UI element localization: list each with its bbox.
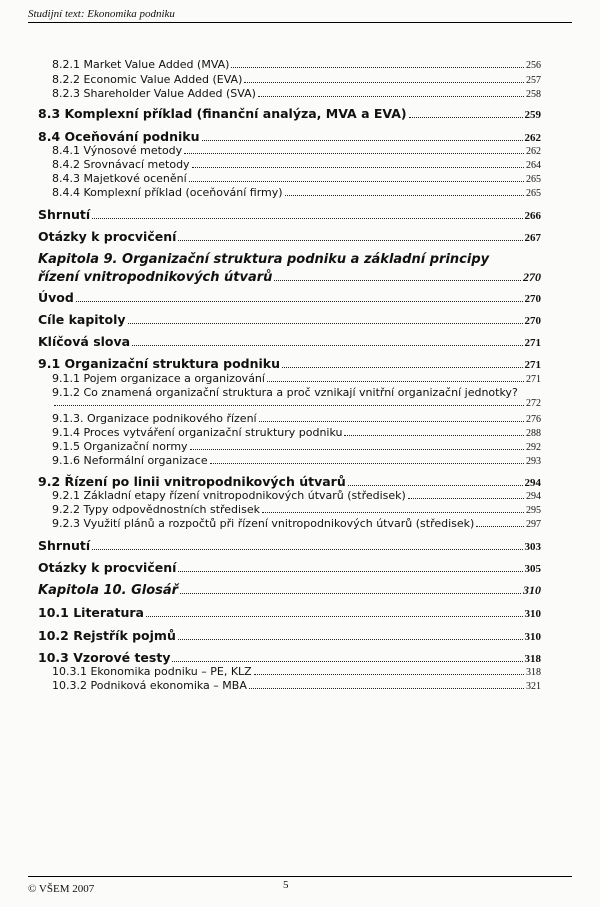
- toc-entry-page: 271: [526, 374, 541, 385]
- page-number: 5: [283, 879, 289, 891]
- toc-entry-page: 294: [524, 477, 541, 489]
- dot-leader: [92, 549, 522, 550]
- toc-entry-page: 270: [524, 293, 541, 305]
- toc-entry-page: 305: [524, 563, 541, 575]
- toc-entry-text: 10.3.2 Podniková ekonomika – MBA: [52, 679, 247, 692]
- toc-entry-text: 8.4.4 Komplexní příklad (oceňování firmy): [52, 186, 283, 199]
- toc-entry-text: řízení vnitropodnikových útvarů: [38, 270, 273, 285]
- toc-entry-8-4[interactable]: [38, 129, 541, 144]
- dot-leader: [172, 661, 522, 662]
- toc-entry-text: 10.3 Vzorové testy: [38, 650, 171, 665]
- dot-leader: [178, 240, 522, 241]
- dot-leader: [476, 526, 524, 527]
- dot-leader: [184, 153, 524, 154]
- toc-entry-text: Shrnutí: [38, 538, 91, 553]
- toc-entry-9-1-4[interactable]: [52, 426, 541, 439]
- toc-entry-text: 9.1.4 Proces vytváření organizační struktury podniku: [52, 426, 343, 439]
- toc-entry-text: 9.1.1 Pojem organizace a organizování: [52, 372, 265, 385]
- toc-entry-9-1[interactable]: [38, 356, 541, 371]
- toc-entry-page: 321: [526, 681, 541, 692]
- toc-entry-text: 8.4.2 Srovnávací metody: [52, 158, 190, 171]
- toc-entry-8-2-3[interactable]: [52, 87, 541, 100]
- toc-entry-text: 9.2.2 Typy odpovědnostních středisek: [52, 503, 260, 516]
- dot-leader: [285, 195, 524, 196]
- dot-leader: [348, 485, 523, 486]
- toc-entry-page: 265: [526, 188, 541, 199]
- toc-entry-page: 293: [526, 456, 541, 467]
- toc-entry-9-2-1[interactable]: [52, 489, 541, 502]
- dot-leader: [180, 593, 521, 594]
- chapter-9-title-line1[interactable]: Kapitola 9. Organizační struktura podniku a základní principy: [38, 252, 490, 267]
- toc-entry-text: 9.1.6 Neformální organizace: [52, 454, 208, 467]
- toc-entry-otazky-8[interactable]: [38, 229, 541, 244]
- toc-entry-9-2[interactable]: [38, 474, 541, 489]
- toc-entry-page: 272: [526, 398, 541, 409]
- toc-entry-page: 318: [524, 653, 541, 665]
- toc-entry-10-2[interactable]: [38, 628, 541, 643]
- toc-entry-page: 303: [524, 541, 541, 553]
- toc-entry-8-4-2[interactable]: [52, 158, 541, 171]
- toc-entry-9-1-1[interactable]: [52, 372, 541, 385]
- toc-entry-page: 266: [524, 210, 541, 222]
- toc-entry-page: 295: [526, 505, 541, 516]
- dot-leader: [190, 449, 524, 450]
- dot-leader: [244, 82, 524, 83]
- dot-leader: [210, 463, 524, 464]
- toc-entry-otazky-9[interactable]: [38, 560, 541, 575]
- toc-entry-8-3[interactable]: [38, 106, 541, 121]
- toc-entry-page: 259: [524, 109, 541, 121]
- dot-leader: [258, 96, 524, 97]
- toc-entry-page: 318: [526, 667, 541, 678]
- toc-entry-page: 297: [526, 519, 541, 530]
- toc-entry-page: 294: [526, 491, 541, 502]
- toc-entry-8-2-2[interactable]: [52, 73, 541, 86]
- toc-entry-text: 8.3 Komplexní příklad (finanční analýza, MVA a EVA): [38, 106, 407, 121]
- toc-entry-page: 258: [526, 89, 541, 100]
- dot-leader: [262, 512, 524, 513]
- toc-entry-text: 8.4.1 Výnosové metody: [52, 144, 183, 157]
- dot-leader: [178, 571, 522, 572]
- toc-entry-page: 270: [524, 315, 541, 327]
- toc-entry-text: 9.1.5 Organizační normy: [52, 440, 188, 453]
- toc-entry-8-2-1[interactable]: [52, 58, 541, 71]
- dot-leader: [54, 405, 524, 406]
- toc-entry-text: Otázky k procvičení: [38, 560, 177, 575]
- toc-entry-10-3-2[interactable]: [52, 679, 541, 692]
- dot-leader: [146, 616, 523, 617]
- toc-entry-chapter-10[interactable]: [38, 583, 541, 598]
- toc-entry-text: Cíle kapitoly: [38, 312, 126, 327]
- toc-entry-page: 265: [526, 174, 541, 185]
- toc-entry-10-3[interactable]: [38, 650, 541, 665]
- toc-entry-shrnuti-8[interactable]: [38, 207, 541, 222]
- toc-entry-8-4-1[interactable]: [52, 144, 541, 157]
- toc-entry-text: 9.1 Organizační struktura podniku: [38, 356, 281, 371]
- toc-entry-cile[interactable]: [38, 312, 541, 327]
- toc-entry-page: 271: [524, 337, 541, 349]
- dot-leader: [189, 181, 524, 182]
- toc-entry-page: 310: [524, 631, 541, 643]
- dot-leader: [92, 218, 522, 219]
- toc-entry-10-3-1[interactable]: [52, 665, 541, 678]
- toc-entry-page: 271: [524, 359, 541, 371]
- toc-entry-text: 8.4.3 Majetkové ocenění: [52, 172, 187, 185]
- toc-entry-klicova-slova[interactable]: [38, 334, 541, 349]
- dot-leader: [128, 323, 523, 324]
- dot-leader: [254, 674, 524, 675]
- toc-entry-text: 9.2 Řízení po linii vnitropodnikových útvarů: [38, 474, 346, 489]
- dot-leader: [344, 435, 524, 436]
- toc-entry-9-2-3[interactable]: [52, 517, 541, 530]
- toc-entry-chapter-9[interactable]: [38, 270, 541, 285]
- toc-entry-text: 9.2.3 Využití plánů a rozpočtů při řízení vnitropodnikových útvarů (středisek): [52, 517, 475, 530]
- toc-entry-page: 288: [526, 428, 541, 439]
- toc-entry-text: 10.3.1 Ekonomika podniku – PE, KLZ: [52, 665, 252, 678]
- toc-entry-9-1-6[interactable]: [52, 454, 541, 467]
- toc-entry-page: 267: [524, 232, 541, 244]
- dot-leader: [282, 367, 522, 368]
- toc-entry-page: 310: [524, 608, 541, 620]
- toc-entry-page: 262: [524, 132, 541, 144]
- toc-entry-text: Úvod: [38, 290, 74, 305]
- toc-entry-shrnuti-9[interactable]: [38, 538, 541, 553]
- toc-entry-page: 292: [526, 442, 541, 453]
- toc-entry-text: 9.2.1 Základní etapy řízení vnitropodnikových útvarů (středisek): [52, 489, 406, 502]
- toc-entry-page: 256: [526, 60, 541, 71]
- dot-leader: [259, 421, 524, 422]
- toc-entry-uvod[interactable]: [38, 290, 541, 305]
- running-header: Studijní text: Ekonomika podniku: [28, 8, 572, 23]
- dot-leader: [132, 345, 522, 346]
- toc-entry-9-1-3[interactable]: [52, 412, 541, 425]
- dot-leader: [192, 167, 524, 168]
- dot-leader: [76, 301, 523, 302]
- toc-entry-page: 276: [526, 414, 541, 425]
- toc-entry-text: Kapitola 10. Glosář: [38, 583, 179, 598]
- dot-leader: [408, 498, 524, 499]
- dot-leader: [202, 140, 523, 141]
- toc-entry-8-4-3[interactable]: [52, 172, 541, 185]
- dot-leader: [409, 117, 523, 118]
- toc-entry-text: 10.1 Literatura: [38, 605, 144, 620]
- dot-leader: [231, 67, 524, 68]
- toc-entry-page: 257: [526, 75, 541, 86]
- toc-entry-text: Shrnutí: [38, 207, 91, 222]
- toc-entry-page: 310: [523, 583, 541, 597]
- toc-entry-text: Klíčová slova: [38, 334, 131, 349]
- toc-entry-9-1-5[interactable]: [52, 440, 541, 453]
- footer-rule: [28, 876, 572, 877]
- toc-entry-text: 10.2 Rejstřík pojmů: [38, 628, 176, 643]
- toc-entry-9-2-2[interactable]: [52, 503, 541, 516]
- toc-entry-page: 264: [526, 160, 541, 171]
- toc-entry-text: Otázky k procvičení: [38, 229, 177, 244]
- toc-entry-text: 8.4 Oceňování podniku: [38, 129, 200, 144]
- toc-entry-page: 270: [523, 270, 541, 284]
- dot-leader: [178, 639, 523, 640]
- toc-entry-text: 8.2.2 Economic Value Added (EVA): [52, 73, 243, 86]
- dot-leader: [267, 381, 524, 382]
- toc-entry-page: 262: [526, 146, 541, 157]
- toc-entry-text: 9.1.3. Organizace podnikového řízení: [52, 412, 257, 425]
- footer-copyright: © VŠEM 2007: [28, 883, 95, 895]
- toc-entry-text: 8.2.1 Market Value Added (MVA): [52, 58, 230, 71]
- dot-leader: [274, 280, 521, 281]
- toc-entry-10-1[interactable]: [38, 605, 541, 620]
- toc-entry-9-1-2-line1[interactable]: 9.1.2 Co znamená organizační struktura a proč vznikají vnitřní organizační jednotky?: [52, 386, 518, 399]
- toc-entry-8-4-4[interactable]: [52, 186, 541, 199]
- toc-entry-9-1-2[interactable]: [52, 398, 541, 409]
- dot-leader: [249, 688, 524, 689]
- toc-entry-text: 8.2.3 Shareholder Value Added (SVA): [52, 87, 256, 100]
